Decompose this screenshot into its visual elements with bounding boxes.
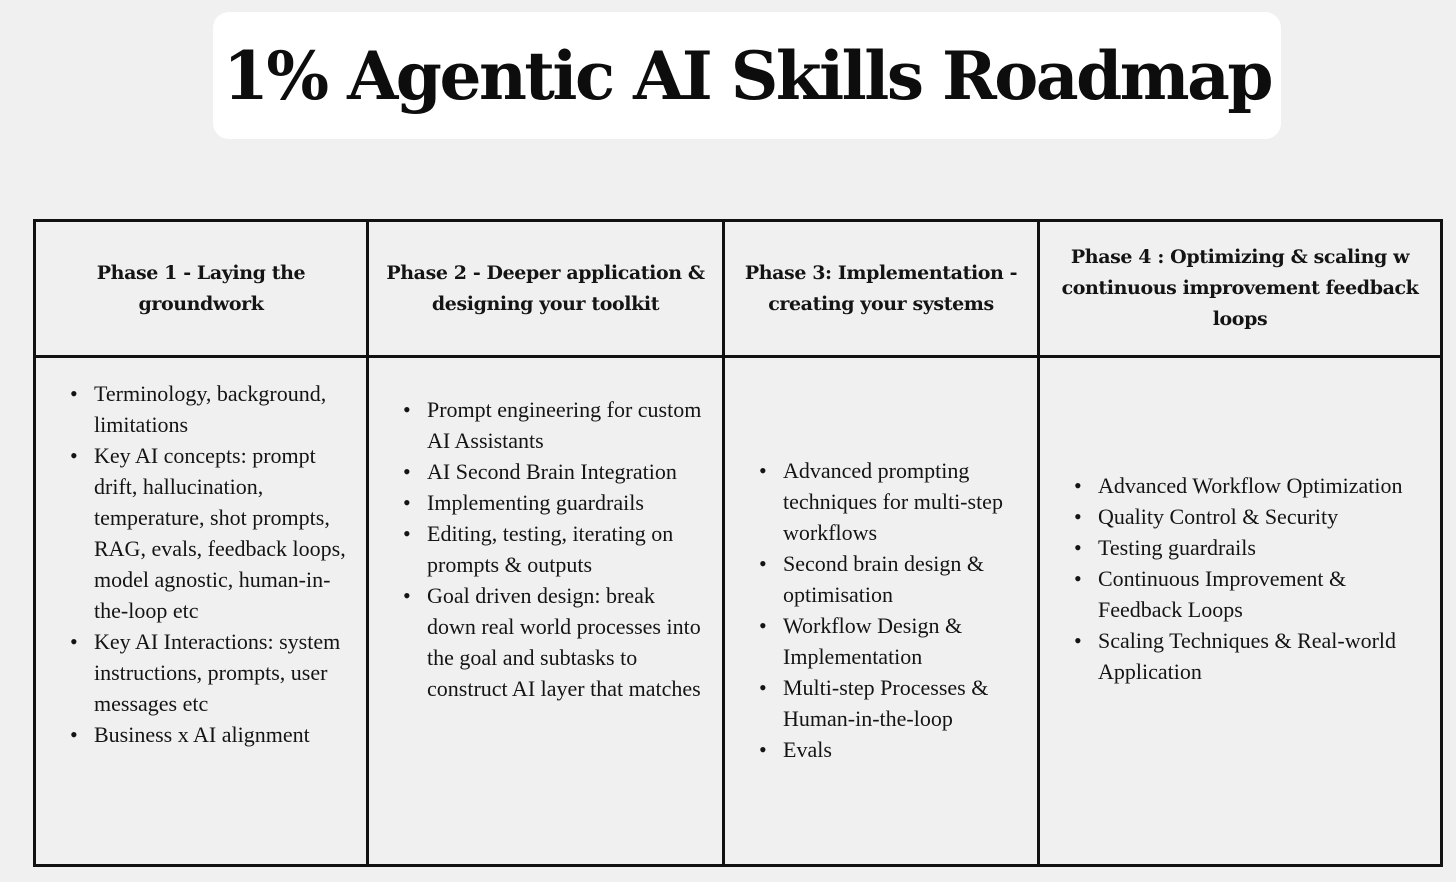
skill-text: Editing, testing, iterating on prompts & outputs [427, 521, 674, 577]
phase-3-heading: Phase 3: Implementation - creating your systems [744, 261, 1018, 315]
skill-text: Evals [783, 737, 832, 762]
bullet-icon: • [1074, 473, 1082, 498]
bullet-icon: • [759, 737, 767, 762]
bullet-icon: • [403, 397, 411, 422]
bullet-icon: • [759, 551, 767, 576]
skill-text: Terminology, background, limitations [94, 381, 327, 437]
skill-item [36, 440, 366, 626]
skill-text: Multi-step Processes & Human-in-the-loop [783, 675, 989, 731]
bullet-icon: • [70, 629, 78, 654]
skill-text: Key AI Interactions: system instructions, prompts, user messages etc [94, 629, 341, 716]
skill-text: Scaling Techniques & Real-world Application [1098, 628, 1397, 684]
skill-text: Business x AI alignment [94, 722, 310, 747]
phase-4-header [1040, 222, 1440, 358]
bullet-icon: • [70, 381, 78, 406]
skill-item [369, 518, 722, 580]
skill-text: Key AI concepts: prompt drift, hallucination, temperature, shot prompts, RAG, evals, feedback loops, model agnostic, human-in-the-loop etc [94, 443, 346, 623]
skill-item [725, 610, 1037, 672]
skill-item [369, 394, 722, 456]
bullet-icon: • [759, 458, 767, 483]
skill-item [36, 626, 366, 719]
phase-2-skill-list [369, 394, 722, 704]
phase-2-heading: Phase 2 - Deeper application & designing your toolkit [386, 261, 705, 315]
skill-item [36, 719, 366, 750]
skill-text: Testing guardrails [1098, 535, 1256, 560]
phase-1-heading: Phase 1 - Laying the groundwork [96, 261, 306, 315]
title-card [213, 12, 1281, 139]
bullet-icon: • [403, 459, 411, 484]
bullet-icon: • [403, 490, 411, 515]
skill-item [369, 456, 722, 487]
phase-4-skill-list [1040, 470, 1440, 687]
phase-2-body [369, 358, 725, 864]
skill-text: Implementing guardrails [427, 490, 644, 515]
phase-2-header [369, 222, 725, 358]
skill-text: Quality Control & Security [1098, 504, 1339, 529]
skill-item [1040, 563, 1440, 625]
bullet-icon: • [759, 613, 767, 638]
skill-item [1040, 501, 1440, 532]
skill-item [725, 455, 1037, 548]
skill-text: Workflow Design & Implementation [783, 613, 963, 669]
skill-item [725, 548, 1037, 610]
roadmap-table [33, 219, 1443, 867]
skill-item [36, 378, 366, 440]
skill-item [725, 734, 1037, 765]
skill-text: AI Second Brain Integration [427, 459, 677, 484]
phase-4-heading: Phase 4 : Optimizing & scaling w continuous improvement feedback loops [1061, 246, 1419, 330]
skill-item [1040, 532, 1440, 563]
skill-item [369, 487, 722, 518]
phase-1-body [36, 358, 369, 864]
phase-1-skill-list [36, 378, 366, 750]
bullet-icon: • [1074, 504, 1082, 529]
phase-3-skill-list [725, 455, 1037, 765]
skill-text: Second brain design & optimisation [783, 551, 985, 607]
skill-item [369, 580, 722, 704]
skill-item [1040, 625, 1440, 687]
bullet-icon: • [759, 675, 767, 700]
skill-item [1040, 470, 1440, 501]
phase-3-body [725, 358, 1040, 864]
skill-text: Advanced Workflow Optimization [1098, 473, 1403, 498]
skill-text: Advanced prompting techniques for multi-step workflows [783, 458, 1003, 545]
bullet-icon: • [403, 521, 411, 546]
skill-text: Continuous Improvement & Feedback Loops [1098, 566, 1347, 622]
page-title: 1% Agentic AI Skills Roadmap [222, 36, 1271, 115]
bullet-icon: • [1074, 535, 1082, 560]
bullet-icon: • [1074, 566, 1082, 591]
skill-text: Prompt engineering for custom AI Assistants [427, 397, 702, 453]
bullet-icon: • [1074, 628, 1082, 653]
phase-3-header [725, 222, 1040, 358]
skill-item [725, 672, 1037, 734]
phase-1-header [36, 222, 369, 358]
bullet-icon: • [403, 583, 411, 608]
skill-text: Goal driven design: break down real world processes into the goal and subtasks to construct AI layer that matches [427, 583, 701, 701]
bullet-icon: • [70, 443, 78, 468]
bullet-icon: • [70, 722, 78, 747]
phase-4-body [1040, 358, 1440, 864]
